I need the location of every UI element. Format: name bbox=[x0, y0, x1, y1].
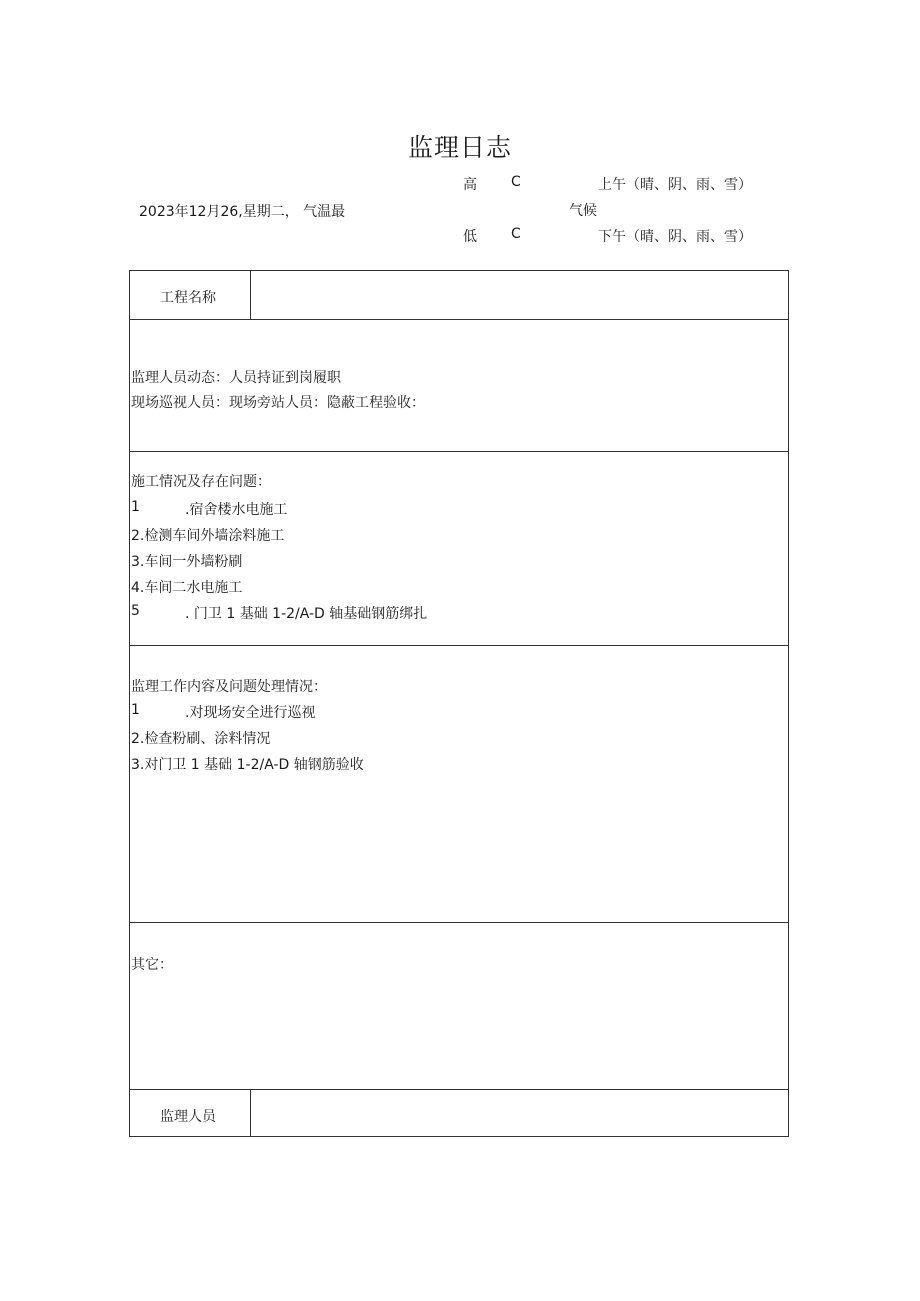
col-divider bbox=[250, 271, 251, 319]
log-table bbox=[129, 270, 789, 1137]
inspection-line: 现场巡视人员：现场旁站人员：隐蔽工程验收： bbox=[131, 395, 425, 411]
am-weather: 上午（晴、阴、雨、雪） bbox=[598, 177, 752, 193]
supervision-item-1 bbox=[131, 702, 316, 721]
date-line: 2023年12月26,星期二， 气温最 bbox=[139, 204, 346, 220]
personnel-dynamics: 监理人员动态：人员持证到岗履职 bbox=[131, 370, 341, 386]
row-divider bbox=[130, 319, 788, 320]
temp-low-unit: C bbox=[511, 226, 521, 242]
supervisor-label: 监理人员 bbox=[160, 1109, 216, 1125]
temp-low-label: 低 bbox=[463, 229, 477, 245]
temp-high-label: 高 bbox=[463, 177, 477, 193]
row-divider bbox=[130, 645, 788, 646]
item-text: .对现场安全进行巡视 bbox=[185, 705, 316, 721]
item-number: 1 bbox=[131, 499, 140, 515]
construction-item-1 bbox=[131, 499, 288, 518]
supervision-item-2: 2.检查粉刷、涂料情况 bbox=[131, 731, 271, 747]
construction-item-3: 3.车间一外墙粉刷 bbox=[131, 554, 243, 570]
temp-high-unit: C bbox=[511, 174, 521, 190]
row-divider bbox=[130, 451, 788, 452]
construction-item-4: 4.车间二水电施工 bbox=[131, 580, 243, 596]
col-divider bbox=[250, 1089, 251, 1137]
pm-weather: 下午（晴、阴、雨、雪） bbox=[598, 229, 752, 245]
item-text: . 门卫 1 基础 1-2/A-D 轴基础钢筋绑扎 bbox=[185, 606, 428, 622]
weather-label: 气候 bbox=[569, 203, 597, 219]
supervision-heading: 监理工作内容及问题处理情况： bbox=[131, 679, 327, 695]
row-divider bbox=[130, 922, 788, 923]
construction-heading: 施工情况及存在问题： bbox=[131, 474, 271, 490]
construction-item-2: 2.检测车间外墙涂料施工 bbox=[131, 528, 285, 544]
row-divider bbox=[130, 1089, 788, 1090]
page-title: 监理日志 bbox=[407, 133, 512, 162]
supervision-item-3: 3.对门卫 1 基础 1-2/A-D 轴钢筋验收 bbox=[131, 757, 364, 773]
project-name-label: 工程名称 bbox=[160, 290, 216, 306]
construction-item-5 bbox=[131, 603, 428, 622]
item-number: 5 bbox=[131, 603, 140, 619]
item-number: 1 bbox=[131, 702, 140, 718]
other-label: 其它： bbox=[131, 957, 173, 973]
item-text: .宿舍楼水电施工 bbox=[185, 502, 288, 518]
